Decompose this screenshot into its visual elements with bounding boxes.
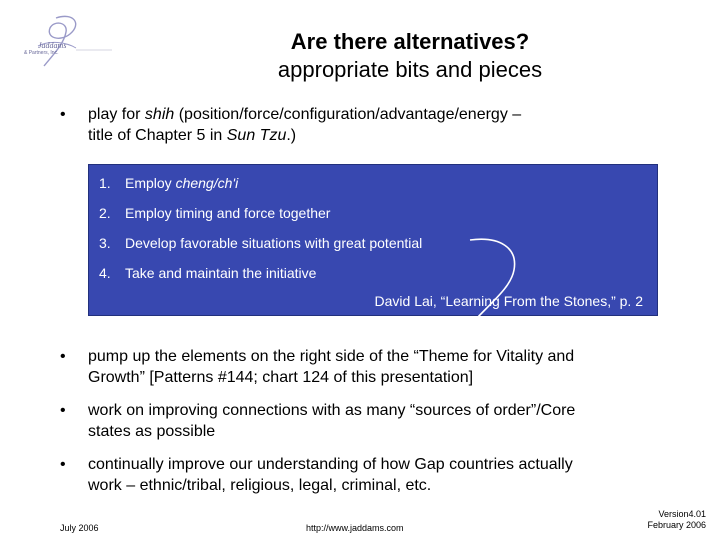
version-number: Version4.01 — [658, 509, 706, 519]
company-logo — [16, 12, 126, 72]
item-text: Develop favorable situations with great potential — [125, 235, 423, 251]
slide-title — [170, 28, 650, 84]
bullet-1-italic-sun-tzu: Sun Tzu — [226, 127, 287, 144]
bullet-text — [88, 104, 521, 146]
item-number: 1. — [99, 175, 111, 191]
bullet-dot: • — [60, 456, 66, 473]
bullet-text — [88, 346, 574, 388]
quote-item-1 — [99, 174, 238, 192]
version-date: February 2006 — [647, 520, 706, 530]
item-text: Take and maintain the initiative — [125, 265, 317, 281]
bullet-3-line-2: states as possible — [88, 423, 216, 440]
item-italic-text: cheng/ch'i — [175, 175, 239, 191]
bullet-1-part-3: (position/force/configuration/advantage/energy – — [174, 106, 522, 123]
title-subtitle: appropriate bits and pieces — [277, 57, 543, 82]
bullet-1-italic-shih: shih — [144, 106, 175, 123]
logo-subname: & Partners, Inc. — [24, 50, 59, 56]
logo-name: Jaddams — [38, 41, 67, 50]
bullet-2-line-1: pump up the elements on the right side of the “Theme for Vitality and — [88, 348, 575, 365]
quote-box — [88, 164, 658, 316]
bullet-1-part-6: .) — [286, 127, 297, 144]
bullet-2-line-2: Growth” [Patterns #144; chart 124 of this presentation] — [88, 369, 474, 386]
bullet-dot: • — [60, 348, 66, 365]
quote-item-2 — [99, 204, 330, 222]
citation: David Lai, “Learning From the Stones,” p. 2 — [374, 293, 643, 309]
bullet-3-line-1: work on improving connections with as many “sources of order”/Core — [88, 402, 576, 419]
bullet-4-line-1: continually improve our understanding of how Gap countries actually — [88, 456, 573, 473]
bullet-4 — [60, 454, 700, 498]
footer-date: July 2006 — [60, 523, 99, 533]
bullet-text — [88, 400, 575, 442]
item-number: 3. — [99, 235, 111, 251]
item-number: 2. — [99, 205, 111, 221]
bullet-1-part-4: title of Chapter 5 in — [88, 127, 227, 144]
bullet-2 — [60, 346, 700, 390]
bullet-dot: • — [60, 402, 66, 419]
quote-item-3 — [99, 234, 422, 252]
bullet-1-part-1: play for — [88, 106, 145, 123]
quote-item-4 — [99, 264, 316, 282]
item-number: 4. — [99, 265, 111, 281]
logo-graphic — [16, 12, 126, 72]
item-text: Employ — [125, 175, 176, 191]
bullet-1 — [60, 104, 680, 148]
title-line-1: Are there alternatives? — [290, 29, 530, 54]
footer-url: http://www.jaddams.com — [306, 523, 404, 533]
footer-version — [647, 509, 706, 531]
bullet-3 — [60, 400, 700, 444]
bullet-4-line-2: work – ethnic/tribal, religious, legal, criminal, etc. — [88, 477, 432, 494]
bullet-text — [88, 454, 573, 496]
item-text: Employ timing and force together — [125, 205, 331, 221]
bullet-dot: • — [60, 106, 66, 123]
